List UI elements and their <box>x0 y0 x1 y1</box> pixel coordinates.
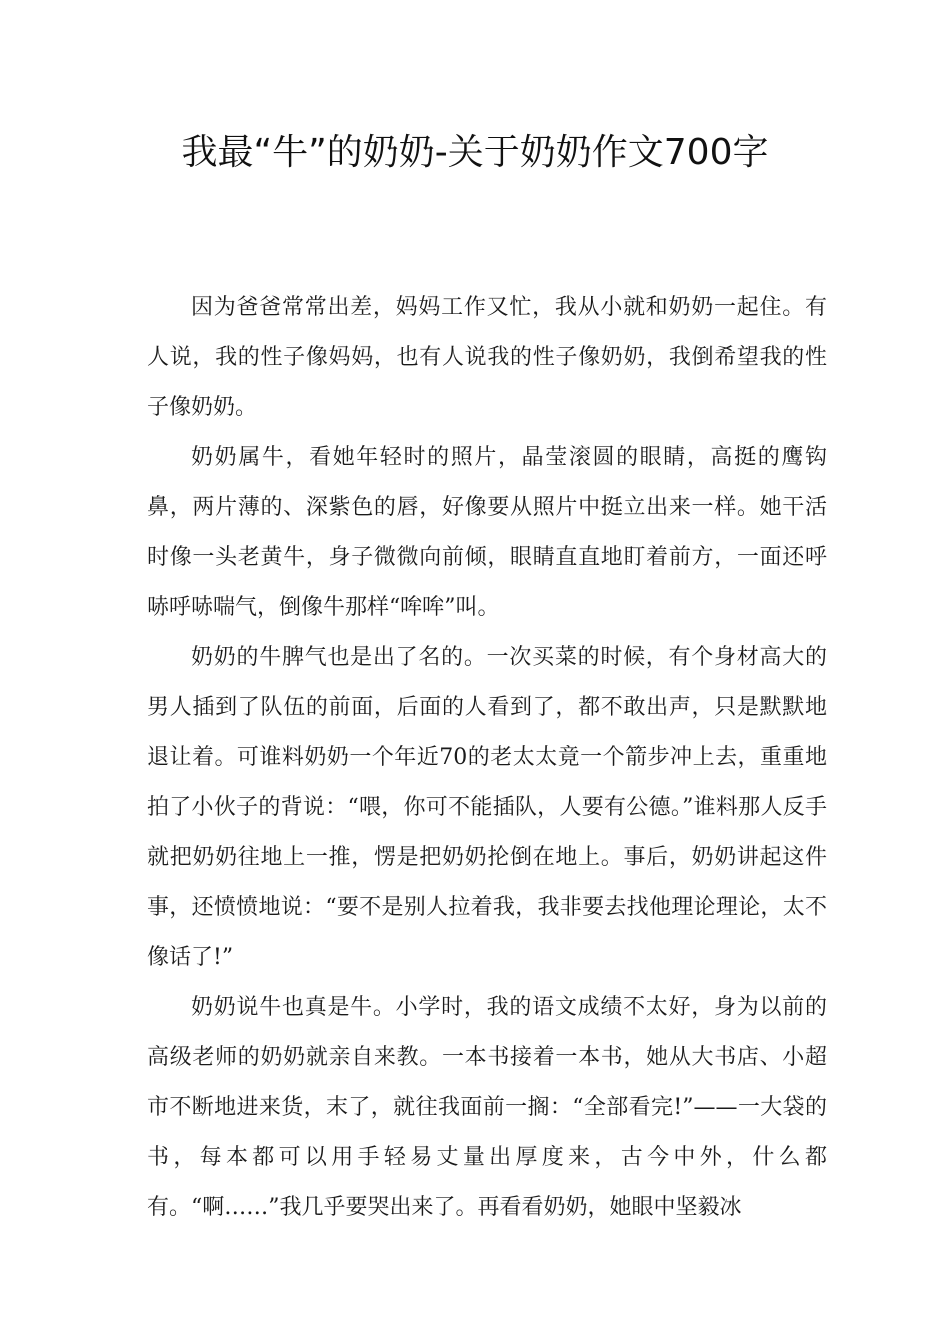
paragraph: 奶奶说牛也真是牛。小学时，我的语文成绩不太好，身为以前的高级老师的奶奶就亲自来教。一本书接着一本书，她从大书店、小超市不断地进来货，末了，就往我面前一搁：“全部看完!”——一大袋的书，每本都可以用手轻易丈量出厚度来，古今中外，什么都有。“啊……”我几乎要哭出来了。再看看奶奶，她眼中坚毅冰 <box>147 995 827 1220</box>
document-body <box>147 283 827 1233</box>
document-title: 我最“牛”的奶奶-关于奶奶作文700字 <box>181 132 769 173</box>
paragraph: 奶奶属牛，看她年轻时的照片，晶莹滚圆的眼睛，高挺的鹰钩鼻，两片薄的、深紫色的唇，好像要从照片中挺立出来一样。她干活时像一头老黄牛，身子微微向前倾，眼睛直直地盯着前方，一面还呼哧呼哧喘气，倒像牛那样“哞哞”叫。 <box>147 445 827 620</box>
paragraph: 奶奶的牛脾气也是出了名的。一次买菜的时候，有个身材高大的男人插到了队伍的前面，后面的人看到了，都不敢出声，只是默默地退让着。可谁料奶奶一个年近70的老太太竟一个箭步冲上去，重重地拍了小伙子的背说：“喂，你可不能插队，人要有公德。”谁料那人反手就把奶奶往地上一推，愣是把奶奶抡倒在地上。事后，奶奶讲起这件事，还愤愤地说：“要不是别人拉着我，我非要去找他理论理论，太不像话了!” <box>147 645 827 970</box>
paragraph: 因为爸爸常常出差，妈妈工作又忙，我从小就和奶奶一起住。有人说，我的性子像妈妈，也有人说我的性子像奶奶，我倒希望我的性子像奶奶。 <box>147 295 827 420</box>
